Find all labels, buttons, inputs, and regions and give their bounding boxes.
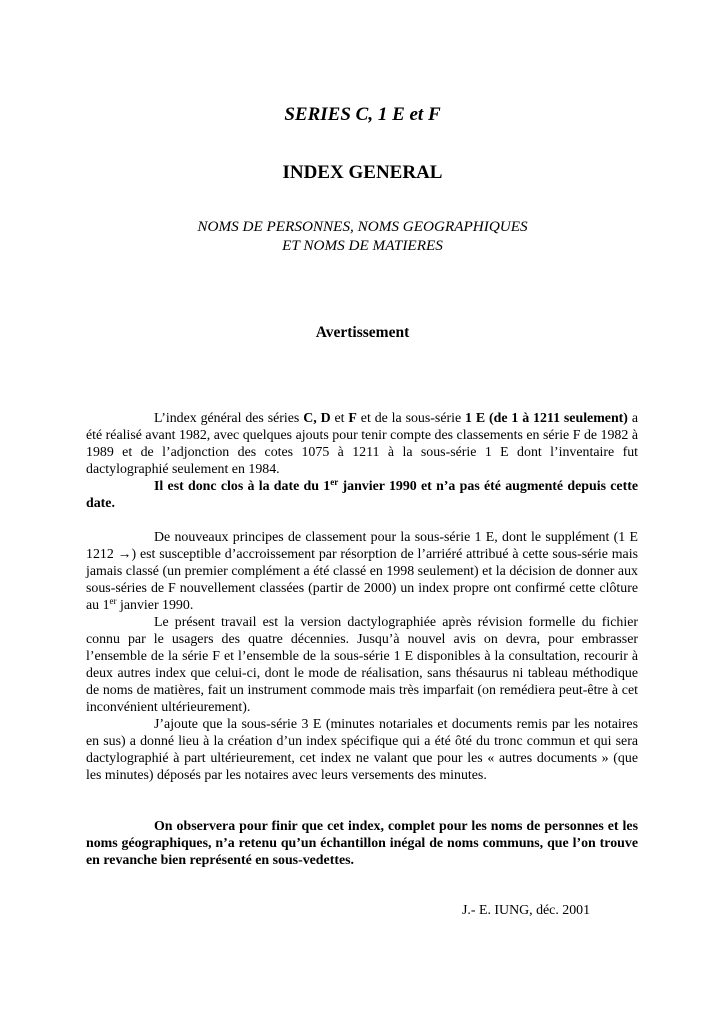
body-section-2 [86, 529, 638, 784]
p2-text-2: janvier 1990 et n’a pas été augmenté depuis cette date. [86, 479, 638, 511]
p1-text-3: et de la sous-série [356, 411, 466, 426]
p1-bold-1e: 1 E (de 1 à 1211 seulement) [465, 411, 628, 426]
subtitle [0, 217, 725, 255]
paragraph-5: J’ajoute que la sous-série 3 E (minutes notariales et documents remis par les notaires en sus) a donné lieu à la création d’un index spécifique qui a été ôté du tronc commun et qui sera dactylographié à part ultérieurement, cet index ne valant que pour les « autres documents » (que les minutes) déposés par les notaires avec leurs versements des minutes. [86, 717, 638, 783]
paragraph-2 [86, 478, 638, 512]
paragraph-6 [86, 818, 638, 869]
p1-bold-cd: C, D [303, 411, 331, 426]
p3-text-1: De nouveaux principes de classement pour la sous-série 1 E, dont le supplément (1 E 1212 →) est susceptible d’accroissement par résorption de l’arriéré attribué à cette sous-série mais jamais classé (un premier complément a été classé en 1998 seulement) et la décision de donner aux sous-séries de F nouvellement classées (partir de 2000) un index propre ont confirmé cette clôture au 1 [86, 530, 638, 613]
p1-text-1: L’index général des séries [154, 411, 304, 426]
p1-text-4: a été réalisé avant 1982, avec quelques ajouts pour tenir compte des classements en série F de 1982 à 1989 et de l’adjonction des cotes 1075 à 1211 à la sous-série 1 E dont l’inventaire fut dactylographié seulement en 1984. [86, 411, 638, 477]
paragraph-3 [86, 529, 638, 614]
paragraph-1 [86, 410, 638, 478]
p1-bold-f: F [348, 411, 357, 426]
body-section-1 [86, 410, 638, 512]
avertissement-heading: Avertissement [315, 324, 410, 341]
signature: J.- E. IUNG, déc. 2001 [462, 903, 591, 918]
subtitle-line-2: ET NOMS DE MATIERES [282, 237, 443, 254]
body-section-3 [86, 818, 638, 869]
series-title: SERIES C, 1 E et F [284, 104, 441, 125]
p6-bold-text: On observera pour finir que cet index, complet pour les noms de personnes et les noms géographiques, n’a retenu qu’un échantillon inégal de noms communs, que l’on trouve en revanche bien représenté en sous-vedettes. [86, 819, 638, 868]
p1-text-2: et [330, 411, 349, 426]
p3-text-2: janvier 1990. [116, 598, 194, 613]
index-title: INDEX GENERAL [282, 162, 443, 183]
subtitle-line-1: NOMS DE PERSONNES, NOMS GEOGRAPHIQUES [197, 218, 528, 235]
p2-text-1: Il est donc clos à la date du 1 [154, 479, 331, 494]
paragraph-4: Le présent travail est la version dactylographiée après révision formelle du fichier connu par le usagers des quatre décennies. Jusqu’à nouvel avis on devra, pour embrasser l’ensemble de la série F et l’ensemble de la sous-série 1 E disponibles à la consultation, recourir à deux autres index que celui-ci, dont le mode de réalisation, sans thésaurus ni tableau méthodique de noms de matières, fait un instrument commode mais très imparfait (on remédiera peut-être à cet inconvénient ultérieurement). [86, 615, 638, 715]
p3-superscript: er [109, 596, 117, 606]
p2-superscript: er [330, 477, 339, 487]
